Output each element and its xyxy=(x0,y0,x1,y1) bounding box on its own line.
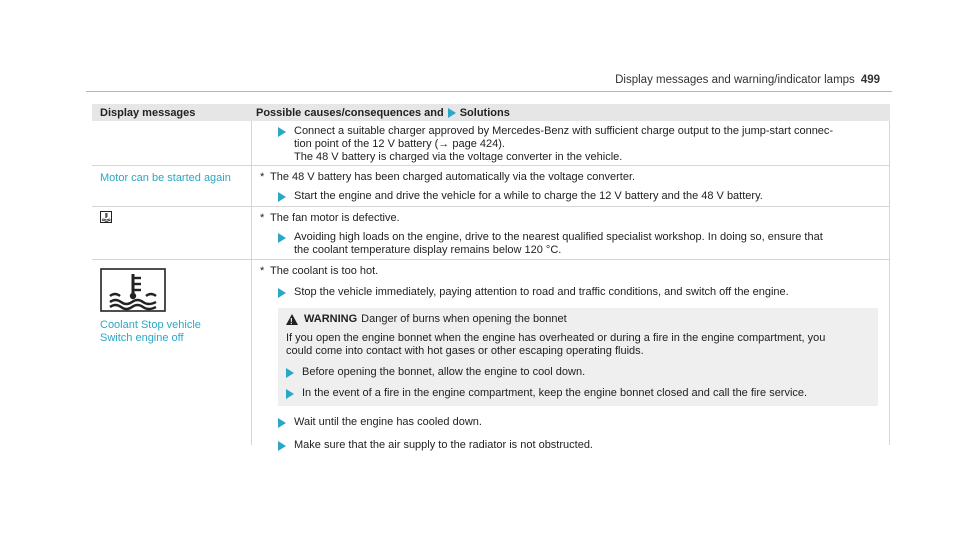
play-arrow-icon xyxy=(278,288,286,298)
solution-text: the coolant temperature display remains below 120 °C. xyxy=(294,244,562,256)
solution-step xyxy=(278,184,881,203)
causes-cell xyxy=(252,121,890,165)
cause-item: * The 48 V battery has been charged automatically via the voltage converter. xyxy=(260,171,636,183)
display-message: Switch engine off xyxy=(100,332,184,344)
causes-cell xyxy=(252,207,890,259)
col-header-causes xyxy=(252,107,510,119)
warning-title xyxy=(286,313,870,326)
message-cell xyxy=(92,260,252,445)
play-arrow-icon xyxy=(278,233,286,243)
col-header-causes-label: Possible causes/consequences and xyxy=(256,106,444,119)
warning-step-text: Before opening the bonnet, allow the engine to cool down. xyxy=(302,366,586,378)
warning-text: could come into contact with hot gases or other escaping operating fluids. xyxy=(286,345,644,357)
warning-body xyxy=(286,326,870,358)
display-message: Coolant Stop vehicle xyxy=(100,319,201,331)
play-arrow-icon xyxy=(448,108,456,118)
page-number: 499 xyxy=(860,74,880,86)
solution-text: Connect a suitable charger approved by Mercedes-Benz with sufficient charge output to the jump-start connec- xyxy=(294,125,834,137)
warning-heading: Danger of burns when opening the bonnet xyxy=(361,313,567,325)
col-header-solutions-label: Solutions xyxy=(459,106,510,119)
solution-step xyxy=(278,406,881,429)
warning-step-text: In the event of a fire in the engine compartment, keep the engine bonnet closed and call the fire service. xyxy=(302,387,808,399)
display-message: Motor can be started again xyxy=(100,172,231,184)
play-arrow-icon xyxy=(286,368,294,378)
table-row xyxy=(92,260,890,451)
message-cell xyxy=(92,121,252,165)
message-cell xyxy=(92,207,252,259)
col-header-messages: Display messages xyxy=(100,106,196,119)
warning-step xyxy=(286,379,870,400)
solution-step xyxy=(278,429,881,452)
page-header-title: Display messages and warning/indicator lamps xyxy=(615,74,855,86)
table-row xyxy=(92,166,890,207)
play-arrow-icon xyxy=(278,127,286,137)
solution-text: Wait until the engine has cooled down. xyxy=(294,416,482,428)
table-row xyxy=(92,121,890,166)
coolant-temperature-icon xyxy=(100,211,112,223)
solution-text: Avoiding high loads on the engine, drive to the nearest qualified specialist workshop. In doing so, ensure that xyxy=(294,231,823,243)
cause-text: The coolant is too hot. xyxy=(270,265,379,277)
message-cell xyxy=(92,166,252,206)
cause-item: * The coolant is too hot. xyxy=(260,265,379,277)
warning-label: WARNING xyxy=(304,313,358,325)
solution-text: Make sure that the air supply to the radiator is not obstructed. xyxy=(294,439,593,451)
play-arrow-icon xyxy=(278,441,286,451)
play-arrow-icon xyxy=(278,418,286,428)
causes-cell xyxy=(252,166,890,206)
page-header xyxy=(615,74,880,86)
messages-table xyxy=(92,104,890,451)
solution-step xyxy=(278,278,881,299)
warning-box xyxy=(278,308,878,406)
warning-step xyxy=(286,358,870,379)
solution-text: Stop the vehicle immediately, paying attention to road and traffic conditions, and switch off the engine. xyxy=(294,286,789,298)
causes-cell xyxy=(252,260,890,451)
solution-text: The 48 V battery is charged via the voltage converter in the vehicle. xyxy=(294,151,623,163)
header-rule xyxy=(86,91,892,92)
play-arrow-icon xyxy=(278,192,286,202)
table-row xyxy=(92,207,890,260)
cause-text: The 48 V battery has been charged automatically via the voltage converter. xyxy=(270,171,636,183)
coolant-temperature-warning-icon xyxy=(100,268,166,312)
cause-item: * The fan motor is defective. xyxy=(260,212,400,224)
table-header xyxy=(92,104,890,121)
solution-text: Start the engine and drive the vehicle for a while to charge the 12 V battery and the 48 V battery. xyxy=(294,190,763,202)
cause-text: The fan motor is defective. xyxy=(270,212,400,224)
play-arrow-icon xyxy=(286,389,294,399)
solution-text: tion point of the 12 V battery (→ page 424). xyxy=(294,138,505,150)
warning-text: If you open the engine bonnet when the engine has overheated or during a fire in the engine compartment, you xyxy=(286,332,826,344)
warning-triangle-icon xyxy=(286,314,298,325)
solution-step xyxy=(278,225,881,257)
solution-step xyxy=(278,121,881,164)
